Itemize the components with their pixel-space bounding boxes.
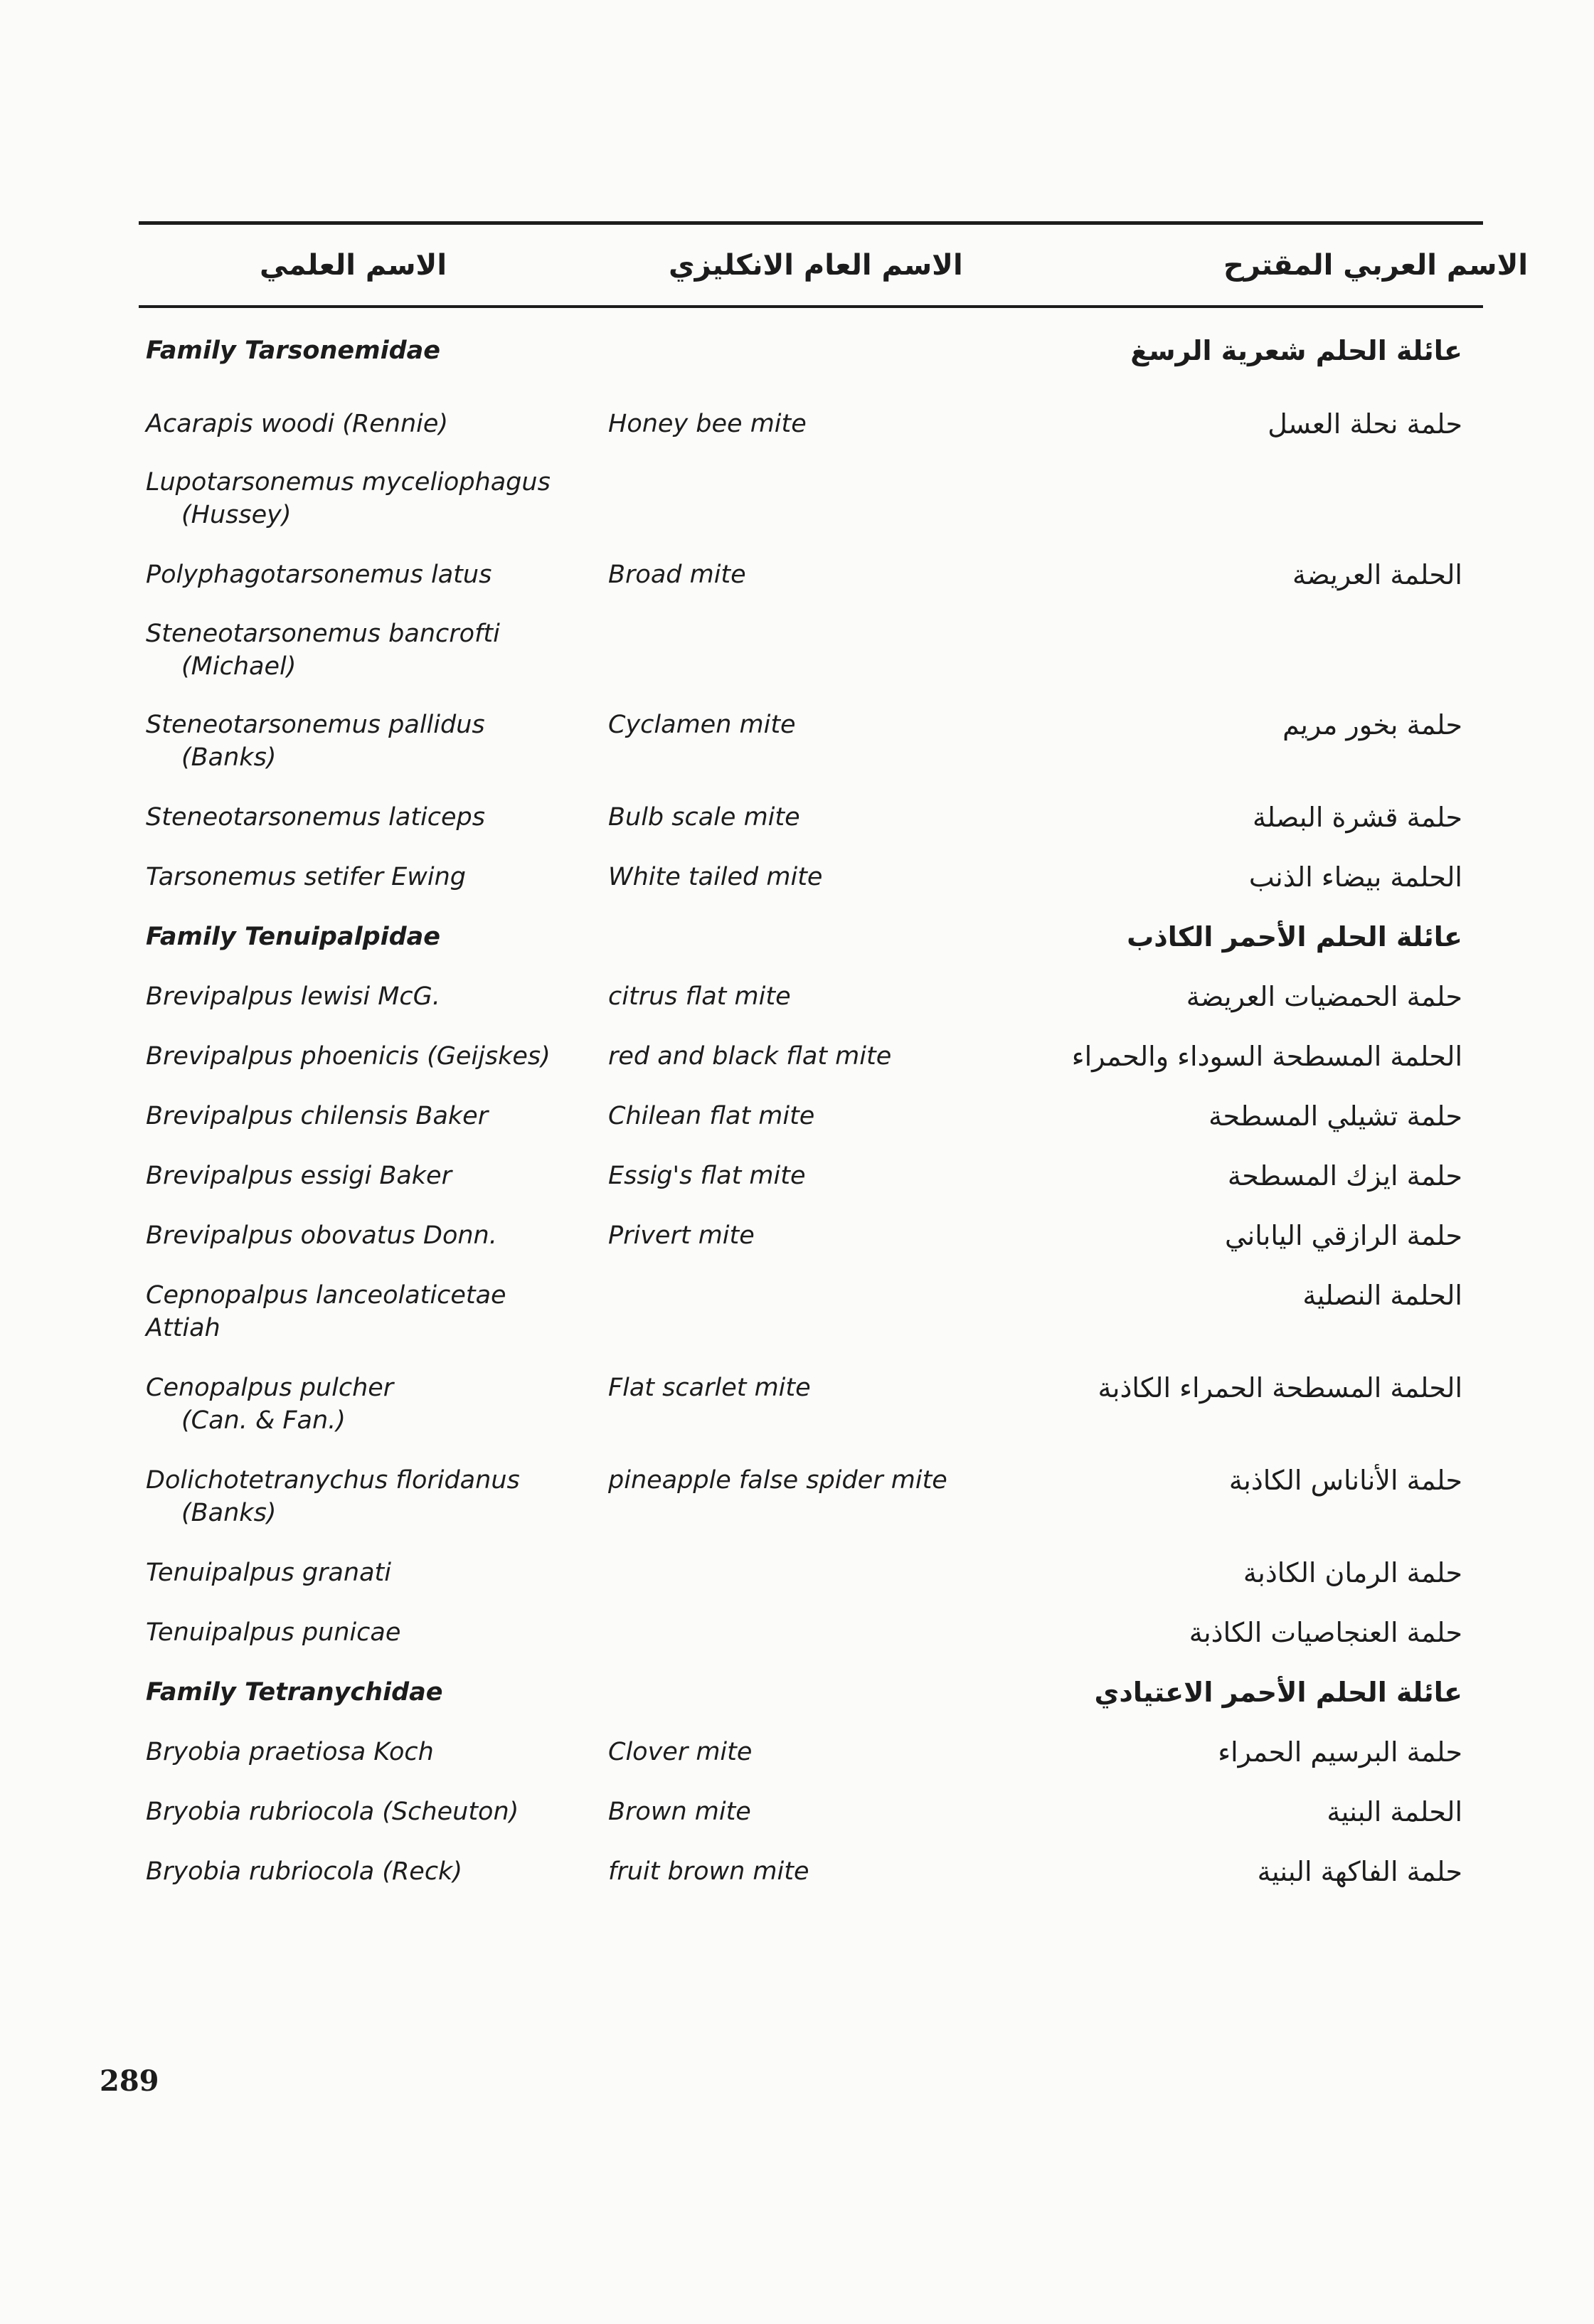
scientific-name-line1: Tarsonemus setifer Ewing: [146, 863, 466, 891]
scientific-name: [146, 709, 587, 774]
arabic-proposed-name: حلمة الفاكهة البنية: [1257, 1856, 1462, 1887]
english-common-name: Bulb scale mite: [608, 803, 800, 832]
scientific-name-author: (Michael): [181, 652, 297, 681]
scientific-name-author: (Banks): [181, 1499, 277, 1527]
scientific-name-line1: Bryobia rubriocola (Reck): [146, 1857, 462, 1886]
arabic-proposed-name: حلمة الأناناس الكاذبة: [1228, 1465, 1462, 1496]
scientific-name: [146, 1371, 587, 1437]
scientific-name-author: (Can. & Fan.): [181, 1406, 346, 1435]
scientific-name-line1: Steneotarsonemus laticeps: [146, 803, 486, 832]
english-common-name: Broad mite: [608, 561, 746, 589]
scientific-name: [146, 1464, 587, 1529]
scientific-name-line1: Brevipalpus essigi Baker: [146, 1162, 452, 1190]
scientific-name: [146, 1219, 587, 1252]
arabic-proposed-name: عائلة الحلم شعرية الرسغ: [1130, 335, 1462, 366]
scientific-name-line1: Brevipalpus lewisi McG.: [146, 982, 440, 1011]
scientific-name-line1: Brevipalpus phoenicis (Geijskes): [146, 1042, 551, 1071]
table-top-rule: [139, 221, 1483, 225]
arabic-proposed-name: الحلمة العريضة: [1292, 559, 1462, 590]
scientific-name: [146, 558, 587, 591]
arabic-proposed-name: الحلمة المسطحة السوداء والحمراء: [1071, 1041, 1462, 1072]
arabic-proposed-name: حلمة نحلة العسل: [1268, 408, 1462, 440]
scientific-name-author: Attiah: [146, 1314, 220, 1342]
scientific-name-line1: Cepnopalpus lanceolaticetae: [146, 1281, 506, 1310]
arabic-proposed-name: الحلمة المسطحة الحمراء الكاذبة: [1098, 1372, 1462, 1404]
scientific-name: [146, 466, 587, 531]
english-common-name: Essig's flat mite: [608, 1162, 806, 1190]
arabic-proposed-name: حلمة البرسيم الحمراء: [1218, 1736, 1462, 1768]
scientific-name: [146, 1736, 587, 1768]
english-common-name: White tailed mite: [608, 863, 823, 891]
scientific-name: [146, 861, 587, 893]
scientific-name-line1: Dolichotetranychus floridanus: [146, 1466, 520, 1495]
scientific-name: [146, 1040, 587, 1073]
scientific-name-line1: Polyphagotarsonemus latus: [146, 561, 492, 589]
arabic-proposed-name: الحلمة البنية: [1327, 1796, 1462, 1827]
arabic-proposed-name: حلمة ايزك المسطحة: [1227, 1160, 1462, 1192]
arabic-proposed-name: حلمة قشرة البصلة: [1252, 802, 1462, 833]
table-header-rule: [139, 305, 1483, 308]
english-common-name: red and black flat mite: [608, 1042, 892, 1071]
arabic-proposed-name: حلمة تشيلي المسطحة: [1208, 1100, 1462, 1132]
english-common-name: Clover mite: [608, 1738, 753, 1766]
scientific-name: [146, 617, 587, 683]
scientific-name-line1: Tenuipalpus punicae: [146, 1618, 401, 1647]
scientific-name-line1: Cenopalpus pulcher: [146, 1374, 394, 1402]
english-common-name: pineapple false spider mite: [608, 1466, 947, 1495]
arabic-proposed-name: عائلة الحلم الأحمر الاعتيادي: [1094, 1677, 1462, 1708]
scientific-name: [146, 1279, 587, 1344]
scientific-name-line1: Brevipalpus obovatus Donn.: [146, 1221, 497, 1250]
english-common-name: Honey bee mite: [608, 410, 807, 438]
scientific-name-line1: Tenuipalpus granati: [146, 1559, 391, 1587]
english-common-name: Brown mite: [608, 1798, 751, 1826]
header-arabic-name: الاسم العربي المقترح: [1223, 249, 1529, 282]
arabic-proposed-name: الحلمة بيضاء الذنب: [1248, 861, 1462, 893]
scientific-name-line1: Steneotarsonemus bancrofti: [146, 620, 500, 648]
scientific-name-author: (Hussey): [181, 501, 292, 529]
scientific-name: [146, 1795, 587, 1828]
scientific-name-line1: Brevipalpus chilensis Baker: [146, 1102, 489, 1130]
scientific-name: [146, 980, 587, 1013]
page-number: 289: [100, 2064, 159, 2098]
arabic-proposed-name: حلمة العنجاصيات الكاذبة: [1189, 1617, 1462, 1648]
scientific-name-line1: Bryobia rubriocola (Scheuton): [146, 1798, 519, 1826]
scientific-name: [146, 1855, 587, 1888]
scientific-name: [146, 1160, 587, 1192]
scientific-name-line1: Bryobia praetiosa Koch: [146, 1738, 434, 1766]
scientific-name-line1: Acarapis woodi (Rennie): [146, 410, 449, 438]
scientific-name: [146, 408, 587, 440]
family-name: [146, 1676, 587, 1709]
english-common-name: Cyclamen mite: [608, 711, 796, 739]
arabic-proposed-name: حلمة الرمان الكاذبة: [1243, 1557, 1462, 1588]
arabic-proposed-name: عائلة الحلم الأحمر الكاذب: [1127, 921, 1462, 953]
arabic-proposed-name: الحلمة النصلية: [1302, 1280, 1462, 1311]
scientific-name: [146, 1100, 587, 1132]
scientific-name-line1: Steneotarsonemus pallidus: [146, 711, 485, 739]
scientific-name: [146, 1616, 587, 1649]
english-common-name: citrus flat mite: [608, 982, 791, 1011]
scientific-name-line1: Family Tenuipalpidae: [146, 923, 441, 951]
arabic-proposed-name: حلمة الرازقي الياباني: [1224, 1220, 1462, 1251]
english-common-name: Flat scarlet mite: [608, 1374, 811, 1402]
arabic-proposed-name: حلمة بخور مريم: [1282, 709, 1462, 741]
arabic-proposed-name: حلمة الحمضيات العريضة: [1186, 981, 1462, 1012]
scientific-name-line1: Lupotarsonemus myceliophagus: [146, 468, 551, 497]
scientific-name-line1: Family Tetranychidae: [146, 1678, 443, 1707]
english-common-name: fruit brown mite: [608, 1857, 809, 1886]
scientific-name-author: (Banks): [181, 743, 277, 772]
header-scientific-name: الاسم العلمي: [260, 249, 447, 282]
header-english-name: الاسم العام الانكليزي: [669, 249, 963, 282]
english-common-name: Privert mite: [608, 1221, 755, 1250]
scientific-name: [146, 1556, 587, 1589]
scientific-name-line1: Family Tarsonemidae: [146, 336, 440, 365]
family-name: [146, 920, 587, 953]
english-common-name: Chilean flat mite: [608, 1102, 815, 1130]
family-name: [146, 334, 587, 367]
scientific-name: [146, 801, 587, 834]
